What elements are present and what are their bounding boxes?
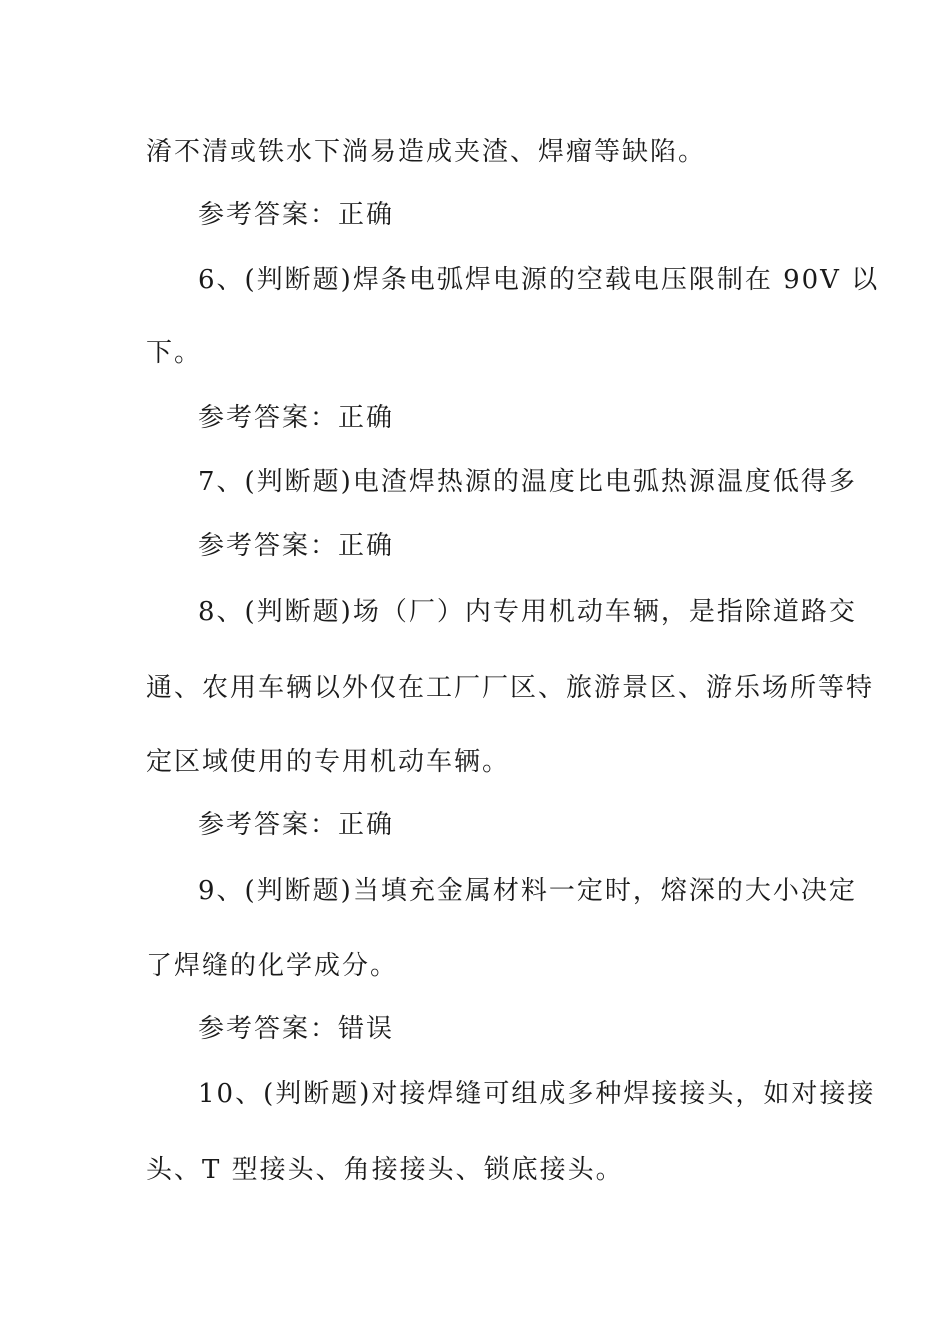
- answer-line: 参考答案：正确: [198, 403, 395, 433]
- question-9-line-1: 9、(判断题)当填充金属材料一定时，熔深的大小决定: [198, 876, 857, 906]
- answer-line: 参考答案：正确: [198, 810, 395, 840]
- question-10-line-1: 10、(判断题)对接焊缝可组成多种焊接接头，如对接接: [198, 1079, 876, 1109]
- question-10-line-2: 头、T 型接头、角接接头、锁底接头。: [146, 1155, 624, 1185]
- question-9-line-2: 了焊缝的化学成分。: [146, 951, 399, 981]
- question-6-line-1: 6、(判断题)焊条电弧焊电源的空载电压限制在 90V 以: [198, 265, 880, 295]
- paragraph-continuation: 淆不清或铁水下淌易造成夹渣、焊瘤等缺陷。: [146, 137, 707, 167]
- question-8-line-3: 定区域使用的专用机动车辆。: [146, 747, 511, 777]
- question-7-line-1: 7、(判断题)电渣焊热源的温度比电弧热源温度低得多: [198, 467, 857, 497]
- answer-line: 参考答案：错误: [198, 1014, 395, 1044]
- question-8-line-2: 通、农用车辆以外仅在工厂厂区、旅游景区、游乐场所等特: [146, 673, 875, 703]
- question-6-line-2: 下。: [146, 338, 203, 368]
- answer-line: 参考答案：正确: [198, 200, 395, 230]
- answer-line: 参考答案：正确: [198, 531, 395, 561]
- question-8-line-1: 8、(判断题)场（厂）内专用机动车辆，是指除道路交: [198, 597, 857, 627]
